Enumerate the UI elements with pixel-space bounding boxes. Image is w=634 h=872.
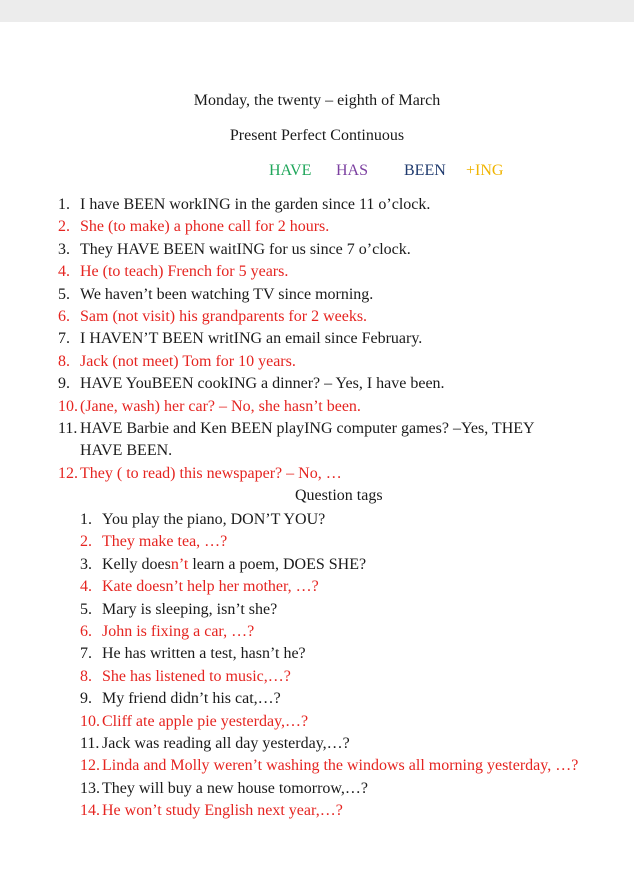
item-text: I have BEEN workING in the garden since 11 o’clock. [80, 196, 431, 213]
item-number: 11. [58, 420, 78, 438]
exercise-list-question-tags [80, 509, 590, 823]
item-text: Linda and Molly weren’t washing the windows all morning yesterday, …? [102, 757, 579, 775]
item-text: You play the piano, DON’T YOU? [102, 511, 326, 528]
item-text: They will buy a new house tomorrow,…? [102, 779, 369, 797]
list-item [80, 778, 590, 800]
item-number: 8. [80, 667, 92, 685]
list-item [80, 576, 590, 598]
item-number: 3. [80, 555, 92, 573]
list-item [58, 373, 578, 395]
item-text: Mary is sleeping, isn’t she? [102, 600, 278, 618]
item-text: learn a poem, DOES SHE? [188, 555, 367, 573]
item-number: 1. [80, 511, 92, 528]
item-text: He (to teach) French for 5 years. [80, 263, 289, 281]
item-number: 2. [80, 533, 92, 551]
formula-ing: +ING [466, 162, 504, 179]
item-text: (Jane, wash) her car? – No, she hasn’t been. [80, 397, 361, 415]
list-item [58, 328, 578, 350]
item-text-red: n’t [170, 555, 189, 573]
item-number: 2. [58, 218, 70, 236]
list-item [80, 666, 590, 688]
item-text: They make tea, …? [102, 533, 228, 551]
item-text: They ( to read) this newspaper? – No, … [80, 464, 342, 482]
list-item [80, 531, 590, 553]
item-text: They HAVE BEEN waitING for us since 7 o’clock. [80, 240, 411, 258]
item-text: John is fixing a car, …? [102, 623, 255, 641]
item-number: 5. [80, 600, 92, 618]
item-text: Sam (not visit) his grandparents for 2 weeks. [80, 308, 368, 326]
item-number: 8. [58, 352, 70, 370]
item-text: Jack (not meet) Tom for 10 years. [80, 352, 296, 370]
item-text: She (to make) a phone call for 2 hours. [80, 218, 330, 236]
list-item [58, 396, 578, 418]
list-item [58, 261, 578, 283]
item-number: 9. [58, 375, 70, 393]
document-page [0, 22, 634, 872]
list-item [80, 643, 590, 665]
item-number: 4. [80, 578, 92, 596]
item-text: Kate doesn’t help her mother, …? [102, 578, 319, 596]
item-text: HAVE Barbie and Ken BEEN playING computer games? –Yes, THEY HAVE BEEN. [80, 420, 534, 460]
list-item [58, 216, 578, 238]
item-number: 5. [58, 285, 70, 303]
item-number: 11. [80, 735, 100, 753]
item-number: 1. [58, 196, 70, 213]
date-heading: Monday, the twenty – eighth of March [193, 92, 441, 109]
formula-has: HAS [336, 162, 369, 179]
list-item [80, 688, 590, 710]
list-item [80, 733, 590, 755]
question-tags-heading: Question tags [295, 487, 383, 504]
item-number: 13. [80, 779, 100, 797]
list-item [58, 284, 578, 306]
list-item [58, 194, 578, 216]
list-item [58, 306, 578, 328]
item-number: 10. [58, 397, 78, 415]
item-text: My friend didn’t his cat,…? [102, 690, 281, 708]
item-text: HAVE YouBEEN cookING a dinner? – Yes, I have been. [80, 375, 445, 393]
item-number: 14. [80, 802, 100, 820]
item-text: Jack was reading all day yesterday,…? [102, 735, 350, 753]
item-text: He has written a test, hasn’t he? [102, 645, 306, 663]
list-item [58, 351, 578, 373]
item-number: 4. [58, 263, 70, 281]
list-item [58, 418, 578, 463]
item-number: 7. [58, 330, 70, 348]
list-item [80, 755, 590, 777]
list-item [80, 599, 590, 621]
item-number: 6. [80, 623, 92, 641]
item-text: Kelly does [102, 555, 171, 573]
list-item [80, 800, 590, 822]
viewer-top-bar [0, 0, 634, 22]
list-item [80, 621, 590, 643]
item-text: We haven’t been watching TV since morning. [80, 285, 374, 303]
list-item [80, 711, 590, 733]
topic-heading: Present Perfect Continuous [229, 127, 405, 144]
item-number: 7. [80, 645, 92, 663]
list-item [80, 554, 590, 576]
list-item [80, 509, 590, 531]
item-number: 10. [80, 712, 100, 730]
exercise-list-present-perfect-continuous [58, 194, 578, 485]
item-text: Cliff ate apple pie yesterday,…? [102, 712, 309, 730]
item-text: She has listened to music,…? [102, 667, 291, 685]
list-item [58, 463, 578, 485]
item-text: He won’t study English next year,…? [102, 802, 343, 820]
list-item [58, 239, 578, 261]
item-number: 12. [58, 464, 78, 482]
item-number: 12. [80, 757, 100, 775]
item-number: 6. [58, 308, 70, 326]
item-number: 9. [80, 690, 92, 708]
item-number: 3. [58, 240, 70, 258]
item-text: I HAVEN’T BEEN writING an email since February. [80, 330, 423, 348]
formula-been: BEEN [404, 162, 446, 179]
formula-have: HAVE [269, 162, 312, 179]
